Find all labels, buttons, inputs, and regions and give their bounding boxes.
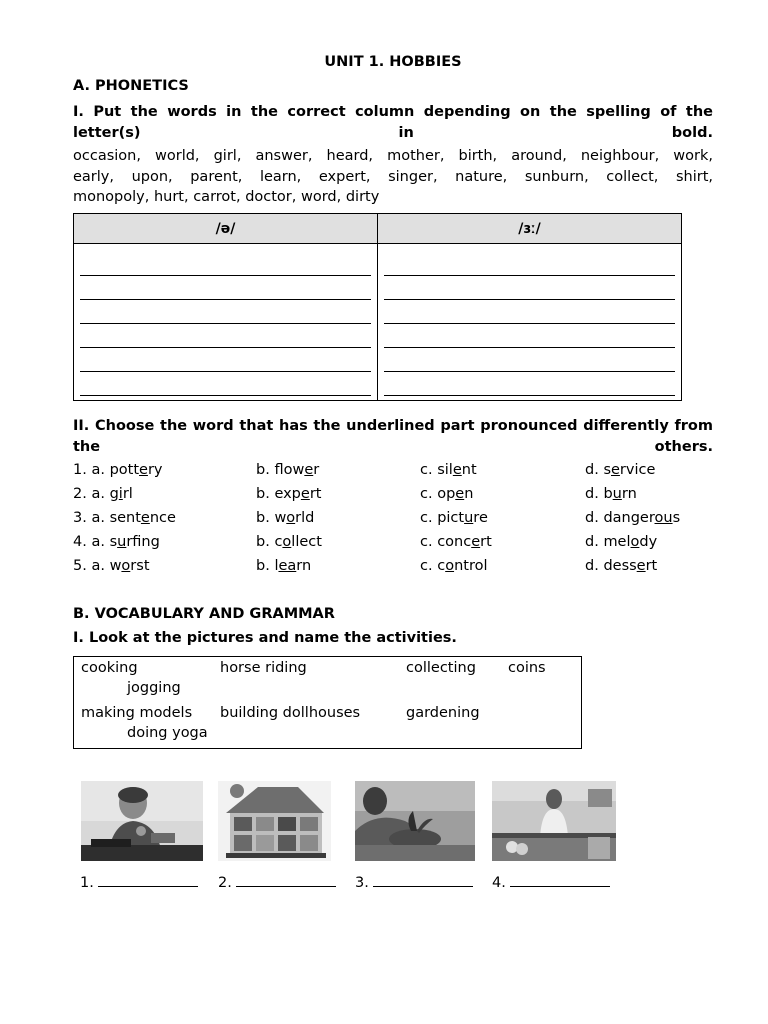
word-part: c bbox=[274, 534, 283, 550]
column-header-schwa: /ə/ bbox=[74, 214, 378, 244]
underlined-part: e bbox=[139, 462, 148, 478]
dollhouse-photo bbox=[218, 781, 331, 861]
word-building-dollhouses: building dollhouses bbox=[220, 705, 361, 721]
mcq-question-4 bbox=[73, 534, 713, 554]
answer-line[interactable] bbox=[384, 252, 675, 276]
answer-line[interactable] bbox=[384, 348, 675, 372]
answer-line[interactable] bbox=[80, 300, 371, 324]
mcq-option[interactable]: 3. a. sentence bbox=[73, 510, 176, 526]
mcq-option[interactable]: b. flower bbox=[256, 462, 320, 478]
word-list-line3: monopoly, hurt, carrot, doctor, word, dirty bbox=[73, 189, 380, 205]
word-part: c bbox=[437, 558, 446, 574]
word-part: dess bbox=[603, 558, 637, 574]
mcq-option[interactable]: 2. a. girl bbox=[73, 486, 133, 502]
word-part: ntrol bbox=[454, 558, 488, 574]
part1-instruction: I. Put the words in the correct column depending on the spelling of the letter(s) in bold. bbox=[73, 104, 713, 141]
word-part: r bbox=[313, 462, 320, 478]
answer-line[interactable] bbox=[384, 324, 675, 348]
word-doing-yoga: doing yoga bbox=[127, 725, 208, 741]
mcq-option[interactable]: 5. a. worst bbox=[73, 558, 150, 574]
word-part: g bbox=[109, 486, 119, 502]
word-part: rfing bbox=[126, 534, 160, 550]
word-part: rt bbox=[645, 558, 658, 574]
word-collecting: collecting bbox=[406, 660, 476, 676]
word-part: danger bbox=[603, 510, 655, 526]
answer-line[interactable] bbox=[384, 276, 675, 300]
word-coins: coins bbox=[508, 660, 546, 676]
word-part: mel bbox=[603, 534, 631, 550]
boy-making-models-photo bbox=[81, 781, 203, 861]
word-cooking: cooking bbox=[81, 660, 138, 676]
word-part: exp bbox=[274, 486, 301, 502]
answer-line[interactable] bbox=[384, 300, 675, 324]
word-part: llect bbox=[291, 534, 322, 550]
sorting-table bbox=[73, 213, 682, 401]
mcq-option[interactable]: 1. a. pottery bbox=[73, 462, 163, 478]
word-part: dy bbox=[639, 534, 658, 550]
answer-line[interactable] bbox=[80, 372, 371, 396]
mcq-option[interactable]: c. picture bbox=[420, 510, 488, 526]
word-part: pict bbox=[437, 510, 465, 526]
word-part: sent bbox=[109, 510, 141, 526]
answer-line[interactable] bbox=[80, 348, 371, 372]
mcq-option[interactable]: d. dangerous bbox=[585, 510, 681, 526]
mcq-question-1 bbox=[73, 462, 713, 482]
blank-line[interactable] bbox=[98, 872, 198, 887]
underlined-part: u bbox=[612, 486, 622, 502]
word-part: flow bbox=[274, 462, 305, 478]
underlined-part: e bbox=[300, 486, 310, 502]
underlined-part: e bbox=[452, 462, 462, 478]
underlined-part: ou bbox=[654, 510, 673, 526]
answer-line[interactable] bbox=[80, 324, 371, 348]
word-part: pott bbox=[109, 462, 140, 478]
mcq-question-2 bbox=[73, 486, 713, 506]
mcq-option[interactable]: d. dessert bbox=[585, 558, 658, 574]
underlined-part: o bbox=[630, 534, 640, 550]
mcq-option[interactable]: c. silent bbox=[420, 462, 477, 478]
column-schwa-answers[interactable] bbox=[74, 244, 378, 401]
answer-blank-4[interactable]: 4. bbox=[492, 872, 610, 891]
word-part: conc bbox=[437, 534, 472, 550]
word-part: sil bbox=[437, 462, 453, 478]
word-part: w bbox=[109, 558, 122, 574]
word-gardening: gardening bbox=[406, 705, 480, 721]
column-header-er: /ɜː/ bbox=[378, 214, 682, 244]
underlined-part: o bbox=[282, 534, 292, 550]
mcq-question-5 bbox=[73, 558, 713, 578]
word-part: ry bbox=[147, 462, 163, 478]
mcq-option[interactable]: c. control bbox=[420, 558, 488, 574]
blank-line[interactable] bbox=[510, 872, 610, 887]
underlined-part: e bbox=[471, 534, 481, 550]
word-making-models: making models bbox=[81, 705, 193, 721]
underlined-part: i bbox=[118, 486, 123, 502]
word-part: rst bbox=[130, 558, 150, 574]
mcq-option[interactable]: b. expert bbox=[256, 486, 322, 502]
word-part: nce bbox=[149, 510, 176, 526]
page-title: UNIT 1. HOBBIES bbox=[324, 54, 462, 70]
word-part: rt bbox=[480, 534, 492, 550]
mcq-option[interactable]: b. learn bbox=[256, 558, 312, 574]
mcq-option[interactable]: 4. a. surfing bbox=[73, 534, 160, 550]
underlined-part: o bbox=[121, 558, 131, 574]
underlined-part: e bbox=[636, 558, 646, 574]
mcq-option[interactable]: c. concert bbox=[420, 534, 492, 550]
word-box bbox=[73, 656, 582, 749]
word-list-line2: early, upon, parent, learn, expert, singer, nature, sunburn, collect, shirt, bbox=[73, 169, 713, 185]
mcq-option[interactable]: c. open bbox=[420, 486, 474, 502]
blank-line[interactable] bbox=[373, 872, 473, 887]
word-part: s bbox=[603, 462, 611, 478]
cooking-photo bbox=[492, 781, 616, 861]
word-part: rt bbox=[309, 486, 322, 502]
mcq-option[interactable]: b. world bbox=[256, 510, 315, 526]
answer-blank-2[interactable]: 2. bbox=[218, 872, 336, 891]
word-horse-riding: horse riding bbox=[220, 660, 307, 676]
underlined-part: e bbox=[611, 462, 620, 478]
blank-line[interactable] bbox=[236, 872, 336, 887]
mcq-option[interactable]: d. service bbox=[585, 462, 656, 478]
word-part: rld bbox=[295, 510, 315, 526]
answer-blank-1[interactable]: 1. bbox=[80, 872, 198, 891]
word-part: b bbox=[603, 486, 613, 502]
part2-instruction: II. Choose the word that has the underlined part pronounced differently from the others. bbox=[73, 418, 713, 455]
answer-blank-3[interactable]: 3. bbox=[355, 872, 473, 891]
underlined-part: e bbox=[455, 486, 465, 502]
answer-line[interactable] bbox=[80, 252, 371, 276]
word-list-line1: occasion, world, girl, answer, heard, mother, birth, around, neighbour, work, bbox=[73, 148, 713, 164]
underlined-part: e bbox=[140, 510, 150, 526]
part-b1-instruction: I. Look at the pictures and name the activities. bbox=[73, 630, 457, 646]
column-er-answers[interactable] bbox=[378, 244, 682, 401]
word-part: re bbox=[473, 510, 488, 526]
word-part: l bbox=[274, 558, 279, 574]
underlined-part: o bbox=[445, 558, 455, 574]
section-a-heading: A. PHONETICS bbox=[73, 78, 189, 94]
answer-line[interactable] bbox=[384, 372, 675, 396]
word-part: rl bbox=[122, 486, 133, 502]
section-b-heading: B. VOCABULARY AND GRAMMAR bbox=[73, 606, 335, 622]
word-part: rn bbox=[621, 486, 637, 502]
word-part: n bbox=[464, 486, 474, 502]
word-part: rn bbox=[296, 558, 312, 574]
mcq-question-3 bbox=[73, 510, 713, 530]
mcq-option[interactable]: d. burn bbox=[585, 486, 637, 502]
word-jogging: jogging bbox=[127, 680, 181, 696]
word-part: op bbox=[437, 486, 456, 502]
gardening-photo bbox=[355, 781, 475, 861]
word-part: s bbox=[109, 534, 118, 550]
answer-line[interactable] bbox=[80, 276, 371, 300]
underlined-part: e bbox=[304, 462, 314, 478]
mcq-option[interactable]: d. melody bbox=[585, 534, 658, 550]
underlined-part: o bbox=[286, 510, 296, 526]
word-part: nt bbox=[461, 462, 477, 478]
underlined-part: ea bbox=[278, 558, 297, 574]
underlined-part: u bbox=[117, 534, 127, 550]
underlined-part: u bbox=[464, 510, 474, 526]
word-part: rvice bbox=[619, 462, 656, 478]
word-part: w bbox=[274, 510, 287, 526]
word-part: s bbox=[672, 510, 681, 526]
mcq-option[interactable]: b. collect bbox=[256, 534, 322, 550]
